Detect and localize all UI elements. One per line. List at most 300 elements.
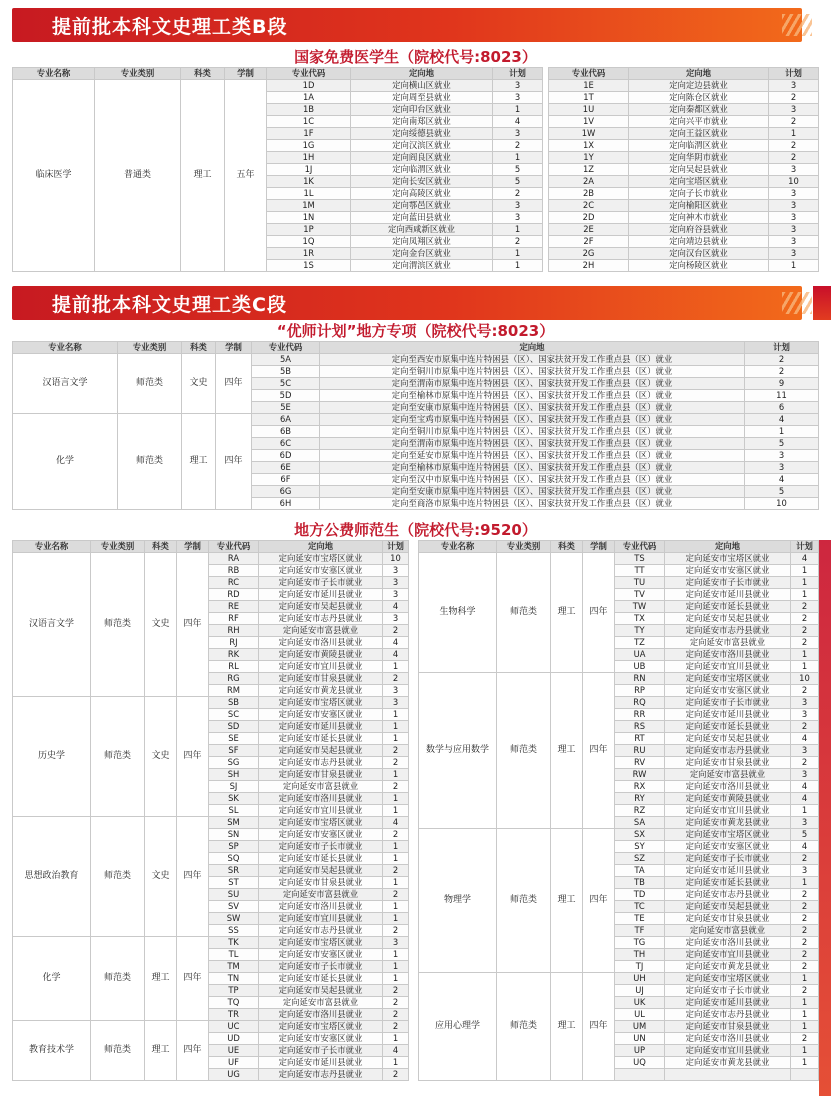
major-name-cell: 教育技术学 [13, 1021, 91, 1081]
location-cell: 定向延安市宜川县就业 [259, 805, 383, 817]
location-cell: 定向至商洛市原集中连片特困县（区）、国家扶贫开发工作重点县（区）就业 [320, 498, 745, 510]
df-right-table [418, 540, 819, 1081]
subject-cell: 理工 [145, 1021, 177, 1081]
code-cell: 6E [252, 462, 320, 474]
plan-cell: 1 [493, 224, 543, 236]
plan-cell: 1 [791, 1045, 819, 1057]
location-cell: 定向延安市宝塔区就业 [665, 829, 791, 841]
plan-cell: 2 [791, 685, 819, 697]
plan-cell: 1 [493, 248, 543, 260]
location-cell: 定向至榆林市原集中连片特困县（区）、国家扶贫开发工作重点县（区）就业 [320, 462, 745, 474]
plan-cell: 1 [791, 877, 819, 889]
location-cell: 定向延安市洛川县就业 [665, 1033, 791, 1045]
code-cell: TK [209, 937, 259, 949]
major-type-cell: 师范类 [118, 414, 182, 510]
code-cell: 1Z [549, 164, 629, 176]
code-cell: 6G [252, 486, 320, 498]
plan-cell: 2 [745, 354, 819, 366]
plan-cell: 2 [493, 140, 543, 152]
location-cell: 定向延安市吴起县就业 [259, 745, 383, 757]
plan-cell: 1 [383, 1057, 409, 1069]
code-cell: UF [209, 1057, 259, 1069]
code-cell: RY [615, 793, 665, 805]
plan-cell: 1 [791, 661, 819, 673]
code-cell: SL [209, 805, 259, 817]
table-row [13, 354, 819, 366]
code-cell: 2C [549, 200, 629, 212]
plan-cell: 3 [383, 937, 409, 949]
location-cell: 定向府谷县就业 [629, 224, 769, 236]
code-cell: 1P [267, 224, 351, 236]
location-cell: 定向延安市子长市就业 [665, 697, 791, 709]
code-cell: SN [209, 829, 259, 841]
code-cell: SS [209, 925, 259, 937]
col-location: 定向地 [629, 68, 769, 80]
code-cell: 1Y [549, 152, 629, 164]
plan-cell: 1 [493, 260, 543, 272]
location-cell: 定向延安市富县就业 [259, 889, 383, 901]
code-cell: RG [209, 673, 259, 685]
location-cell: 定向横山区就业 [351, 80, 493, 92]
plan-cell: 2 [383, 997, 409, 1009]
major-type-cell: 普通类 [95, 80, 181, 272]
plan-cell: 2 [383, 1009, 409, 1021]
plan-cell: 1 [791, 805, 819, 817]
location-cell: 定向王益区就业 [629, 128, 769, 140]
plan-cell: 3 [383, 565, 409, 577]
plan-cell: 4 [791, 841, 819, 853]
code-cell: 1M [267, 200, 351, 212]
location-cell: 定向至铜川市原集中连片特困县（区）、国家扶贫开发工作重点县（区）就业 [320, 426, 745, 438]
location-cell: 定向吴起县就业 [629, 164, 769, 176]
code-cell: 1G [267, 140, 351, 152]
plan-cell: 1 [383, 949, 409, 961]
major-name-cell: 应用心理学 [419, 973, 497, 1081]
code-cell: RC [209, 577, 259, 589]
plan-cell: 2 [383, 829, 409, 841]
plan-cell: 2 [769, 116, 819, 128]
code-cell: RM [209, 685, 259, 697]
col-code: 专业代码 [209, 541, 259, 553]
location-cell: 定向延安市志丹县就业 [665, 745, 791, 757]
plan-cell: 1 [745, 426, 819, 438]
plan-cell: 2 [383, 1069, 409, 1081]
location-cell: 定向延安市安塞区就业 [665, 841, 791, 853]
location-cell: 定向延安市甘泉县就业 [665, 1021, 791, 1033]
plan-cell: 1 [383, 901, 409, 913]
duration-cell: 四年 [216, 414, 252, 510]
location-cell: 定向华阴市就业 [629, 152, 769, 164]
plan-cell: 2 [791, 925, 819, 937]
location-cell: 定向高陵区就业 [351, 188, 493, 200]
col-plan: 计划 [383, 541, 409, 553]
subject-cell: 理工 [551, 673, 583, 829]
code-cell: TR [209, 1009, 259, 1021]
plan-cell: 1 [383, 841, 409, 853]
code-cell: TU [615, 577, 665, 589]
location-cell: 定向临渭区就业 [351, 164, 493, 176]
code-cell: RV [615, 757, 665, 769]
code-cell: 1E [549, 80, 629, 92]
code-cell: RT [615, 733, 665, 745]
location-cell: 定向延安市延川县就业 [259, 721, 383, 733]
location-cell: 定向延安市志丹县就业 [665, 1009, 791, 1021]
code-cell: ST [209, 877, 259, 889]
code-cell: SZ [615, 853, 665, 865]
plan-cell: 3 [493, 200, 543, 212]
table-row [419, 673, 819, 685]
col-major-name: 专业名称 [13, 541, 91, 553]
plan-cell: 1 [383, 709, 409, 721]
duration-cell: 四年 [583, 973, 615, 1081]
plan-cell: 4 [383, 649, 409, 661]
location-cell: 定向延安市吴起县就业 [259, 985, 383, 997]
code-cell: 1U [549, 104, 629, 116]
location-cell: 定向延安市吴起县就业 [665, 613, 791, 625]
plan-cell: 11 [745, 390, 819, 402]
location-cell: 定向延安市延川县就业 [259, 589, 383, 601]
major-type-cell: 师范类 [497, 829, 551, 973]
code-cell: 1Q [267, 236, 351, 248]
location-cell: 定向延安市宝塔区就业 [259, 937, 383, 949]
code-cell: 1N [267, 212, 351, 224]
location-cell: 定向延安市黄龙县就业 [665, 817, 791, 829]
plan-cell: 3 [493, 128, 543, 140]
code-cell: TX [615, 613, 665, 625]
code-cell: TL [209, 949, 259, 961]
major-type-cell: 师范类 [497, 553, 551, 673]
code-cell: 2B [549, 188, 629, 200]
location-cell: 定向延安市安塞区就业 [259, 709, 383, 721]
code-cell: RN [615, 673, 665, 685]
location-cell: 定向宝塔区就业 [629, 176, 769, 188]
location-cell: 定向延安市志丹县就业 [665, 889, 791, 901]
col-major-type: 专业类别 [497, 541, 551, 553]
duration-cell: 四年 [583, 553, 615, 673]
df-subtitle: 地方公费师范生（院校代号:9520） [294, 521, 537, 539]
plan-cell: 3 [383, 589, 409, 601]
location-cell: 定向延安市子长市就业 [665, 853, 791, 865]
code-cell: TS [615, 553, 665, 565]
plan-cell: 1 [791, 997, 819, 1009]
location-cell: 定向延安市宜川县就业 [665, 1045, 791, 1057]
major-type-cell: 师范类 [118, 354, 182, 414]
code-cell: RD [209, 589, 259, 601]
code-cell: 1J [267, 164, 351, 176]
plan-cell: 4 [383, 817, 409, 829]
location-cell: 定向至西安市原集中连片特困县（区）、国家扶贫开发工作重点县（区）就业 [320, 354, 745, 366]
plan-cell: 4 [791, 793, 819, 805]
code-cell: 5B [252, 366, 320, 378]
code-cell: TT [615, 565, 665, 577]
location-cell: 定向临渭区就业 [629, 140, 769, 152]
plan-cell: 1 [791, 649, 819, 661]
right-edge-decoration [813, 286, 831, 320]
plan-cell: 2 [383, 625, 409, 637]
plan-cell: 5 [493, 164, 543, 176]
code-cell: TQ [209, 997, 259, 1009]
code-cell: 6F [252, 474, 320, 486]
plan-cell: 4 [383, 601, 409, 613]
location-cell: 定向延安市富县就业 [665, 925, 791, 937]
plan-cell: 4 [745, 414, 819, 426]
code-cell: RL [209, 661, 259, 673]
location-cell: 定向绥德县就业 [351, 128, 493, 140]
plan-cell: 3 [769, 104, 819, 116]
code-cell: UK [615, 997, 665, 1009]
section-b-title: 提前批本科文史理工类B段 [52, 16, 288, 38]
code-cell: 1T [549, 92, 629, 104]
plan-cell: 3 [769, 248, 819, 260]
col-major-type: 专业类别 [95, 68, 181, 80]
plan-cell: 4 [383, 637, 409, 649]
plan-cell: 2 [383, 673, 409, 685]
code-cell: SB [209, 697, 259, 709]
code-cell: UN [615, 1033, 665, 1045]
section-c-banner [0, 286, 831, 320]
location-cell: 定向延安市宝塔区就业 [665, 553, 791, 565]
major-name-cell: 思想政治教育 [13, 817, 91, 937]
code-cell: SM [209, 817, 259, 829]
plan-cell [791, 1069, 819, 1081]
location-cell: 定向延安市子长市就业 [665, 577, 791, 589]
plan-cell: 1 [383, 973, 409, 985]
major-name-cell: 物理学 [419, 829, 497, 973]
location-cell: 定向阎良区就业 [351, 152, 493, 164]
col-code: 专业代码 [267, 68, 351, 80]
plan-cell: 1 [383, 805, 409, 817]
code-cell: RE [209, 601, 259, 613]
code-cell: 5C [252, 378, 320, 390]
table-row [419, 829, 819, 841]
plan-cell: 3 [383, 577, 409, 589]
location-cell: 定向至渭南市原集中连片特困县（区）、国家扶贫开发工作重点县（区）就业 [320, 438, 745, 450]
col-duration: 学制 [216, 342, 252, 354]
plan-cell: 2 [493, 236, 543, 248]
plan-cell: 1 [791, 565, 819, 577]
code-cell: 1L [267, 188, 351, 200]
code-cell: SC [209, 709, 259, 721]
plan-cell: 1 [493, 104, 543, 116]
code-cell: 6D [252, 450, 320, 462]
location-cell: 定向延安市宜川县就业 [665, 805, 791, 817]
plan-cell: 1 [791, 1057, 819, 1069]
location-cell: 定向延安市富县就业 [665, 769, 791, 781]
code-cell: TJ [615, 961, 665, 973]
code-cell: RQ [615, 697, 665, 709]
plan-cell: 1 [383, 769, 409, 781]
location-cell: 定向延安市宝塔区就业 [259, 817, 383, 829]
col-subject: 科类 [181, 68, 225, 80]
major-type-cell: 师范类 [91, 697, 145, 817]
plan-cell: 3 [769, 200, 819, 212]
location-cell: 定向延安市安塞区就业 [259, 1033, 383, 1045]
code-cell: RZ [615, 805, 665, 817]
location-cell: 定向延安市吴起县就业 [665, 901, 791, 913]
location-cell: 定向延安市延长县就业 [665, 601, 791, 613]
location-cell: 定向延安市安塞区就业 [665, 565, 791, 577]
location-cell [665, 1069, 791, 1081]
col-duration: 学制 [583, 541, 615, 553]
plan-cell: 10 [791, 673, 819, 685]
location-cell: 定向延安市富县就业 [259, 781, 383, 793]
plan-cell: 3 [791, 817, 819, 829]
plan-cell: 1 [383, 661, 409, 673]
location-cell: 定向靖边县就业 [629, 236, 769, 248]
location-cell: 定向延安市甘泉县就业 [259, 673, 383, 685]
location-cell: 定向延安市黄陵县就业 [665, 793, 791, 805]
code-cell: UQ [615, 1057, 665, 1069]
plan-cell: 1 [791, 589, 819, 601]
major-type-cell: 师范类 [497, 973, 551, 1081]
location-cell: 定向延安市宝塔区就业 [259, 697, 383, 709]
table-row [13, 817, 409, 829]
code-cell: RR [615, 709, 665, 721]
plan-cell: 3 [383, 613, 409, 625]
major-type-cell: 师范类 [497, 673, 551, 829]
code-cell: SD [209, 721, 259, 733]
major-name-cell: 数学与应用数学 [419, 673, 497, 829]
plan-cell: 1 [383, 1033, 409, 1045]
major-name-cell: 化学 [13, 937, 91, 1021]
code-cell: RK [209, 649, 259, 661]
code-cell: SP [209, 841, 259, 853]
location-cell: 定向长安区就业 [351, 176, 493, 188]
code-cell: TE [615, 913, 665, 925]
code-cell: SY [615, 841, 665, 853]
plan-cell: 2 [791, 937, 819, 949]
code-cell: 1D [267, 80, 351, 92]
code-cell: UC [209, 1021, 259, 1033]
location-cell: 定向延安市吴起县就业 [259, 865, 383, 877]
location-cell: 定向至汉中市原集中连片特困县（区）、国家扶贫开发工作重点县（区）就业 [320, 474, 745, 486]
col-plan: 计划 [745, 342, 819, 354]
code-cell: TF [615, 925, 665, 937]
location-cell: 定向延安市宝塔区就业 [259, 1021, 383, 1033]
duration-cell: 四年 [583, 673, 615, 829]
code-cell: TG [615, 937, 665, 949]
table-row [419, 973, 819, 985]
location-cell: 定向印台区就业 [351, 104, 493, 116]
col-code: 专业代码 [252, 342, 320, 354]
plan-cell: 3 [791, 745, 819, 757]
plan-cell: 2 [791, 637, 819, 649]
table-row [13, 697, 409, 709]
location-cell: 定向延安市延长县就业 [665, 721, 791, 733]
col-plan: 计划 [493, 68, 543, 80]
code-cell: UG [209, 1069, 259, 1081]
col-major-name: 专业名称 [419, 541, 497, 553]
col-location: 定向地 [320, 342, 745, 354]
duration-cell: 五年 [225, 80, 267, 272]
plan-cell: 2 [791, 721, 819, 733]
code-cell: 6B [252, 426, 320, 438]
code-cell: TN [209, 973, 259, 985]
code-cell: SU [209, 889, 259, 901]
plan-cell: 3 [791, 769, 819, 781]
location-cell: 定向秦都区就业 [629, 104, 769, 116]
location-cell: 定向延安市宜川县就业 [665, 949, 791, 961]
plan-cell: 5 [745, 438, 819, 450]
plan-cell: 1 [769, 128, 819, 140]
major-type-cell: 师范类 [91, 937, 145, 1021]
location-cell: 定向延安市延川县就业 [259, 1057, 383, 1069]
duration-cell: 四年 [177, 553, 209, 697]
code-cell: 1R [267, 248, 351, 260]
code-cell: RJ [209, 637, 259, 649]
location-cell: 定向延安市延长县就业 [259, 973, 383, 985]
code-cell: RS [615, 721, 665, 733]
plan-cell: 3 [769, 164, 819, 176]
subject-cell: 文史 [182, 354, 216, 414]
location-cell: 定向延安市甘泉县就业 [259, 769, 383, 781]
code-cell: TV [615, 589, 665, 601]
code-cell: SQ [209, 853, 259, 865]
location-cell: 定向延安市宝塔区就业 [259, 553, 383, 565]
subject-cell: 文史 [145, 553, 177, 697]
code-cell: 1F [267, 128, 351, 140]
location-cell: 定向延安市洛川县就业 [259, 1009, 383, 1021]
ys-subtitle: “优师计划”地方专项（院校代号:8023） [276, 322, 555, 340]
code-cell: 1B [267, 104, 351, 116]
code-cell: SA [615, 817, 665, 829]
location-cell: 定向延安市黄龙县就业 [665, 961, 791, 973]
code-cell: TB [615, 877, 665, 889]
location-cell: 定向延安市洛川县就业 [259, 793, 383, 805]
code-cell: 6H [252, 498, 320, 510]
location-cell: 定向延安市洛川县就业 [259, 901, 383, 913]
plan-cell: 5 [745, 486, 819, 498]
plan-cell: 3 [493, 212, 543, 224]
location-cell: 定向延安市安塞区就业 [259, 949, 383, 961]
plan-cell: 5 [493, 176, 543, 188]
code-cell: TZ [615, 637, 665, 649]
location-cell: 定向延安市宝塔区就业 [665, 673, 791, 685]
code-cell: UA [615, 649, 665, 661]
plan-cell: 4 [791, 781, 819, 793]
col-plan: 计划 [791, 541, 819, 553]
plan-cell: 2 [791, 757, 819, 769]
location-cell: 定向至安康市原集中连片特困县（区）、国家扶贫开发工作重点县（区）就业 [320, 486, 745, 498]
location-cell: 定向兴平市就业 [629, 116, 769, 128]
plan-cell: 2 [383, 745, 409, 757]
plan-cell: 1 [791, 1009, 819, 1021]
plan-cell: 3 [769, 212, 819, 224]
df-right-header-row [419, 541, 819, 553]
major-name-cell: 汉语言文学 [13, 354, 118, 414]
col-subject: 科类 [145, 541, 177, 553]
plan-cell: 4 [791, 553, 819, 565]
location-cell: 定向渭滨区就业 [351, 260, 493, 272]
location-cell: 定向延安市延川县就业 [665, 997, 791, 1009]
col-subject: 科类 [182, 342, 216, 354]
location-cell: 定向延安市甘泉县就业 [665, 757, 791, 769]
plan-cell: 2 [791, 949, 819, 961]
plan-cell: 1 [383, 853, 409, 865]
code-cell: RW [615, 769, 665, 781]
duration-cell: 四年 [583, 829, 615, 973]
location-cell: 定向延安市吴起县就业 [259, 601, 383, 613]
plan-cell: 2 [769, 92, 819, 104]
location-cell: 定向延安市富县就业 [259, 625, 383, 637]
major-type-cell: 师范类 [91, 1021, 145, 1081]
location-cell: 定向延安市安塞区就业 [259, 829, 383, 841]
subject-cell: 文史 [145, 817, 177, 937]
location-cell: 定向延安市洛川县就业 [665, 937, 791, 949]
code-cell: 2D [549, 212, 629, 224]
location-cell: 定向延安市志丹县就业 [259, 1069, 383, 1081]
location-cell: 定向延安市延长县就业 [665, 877, 791, 889]
